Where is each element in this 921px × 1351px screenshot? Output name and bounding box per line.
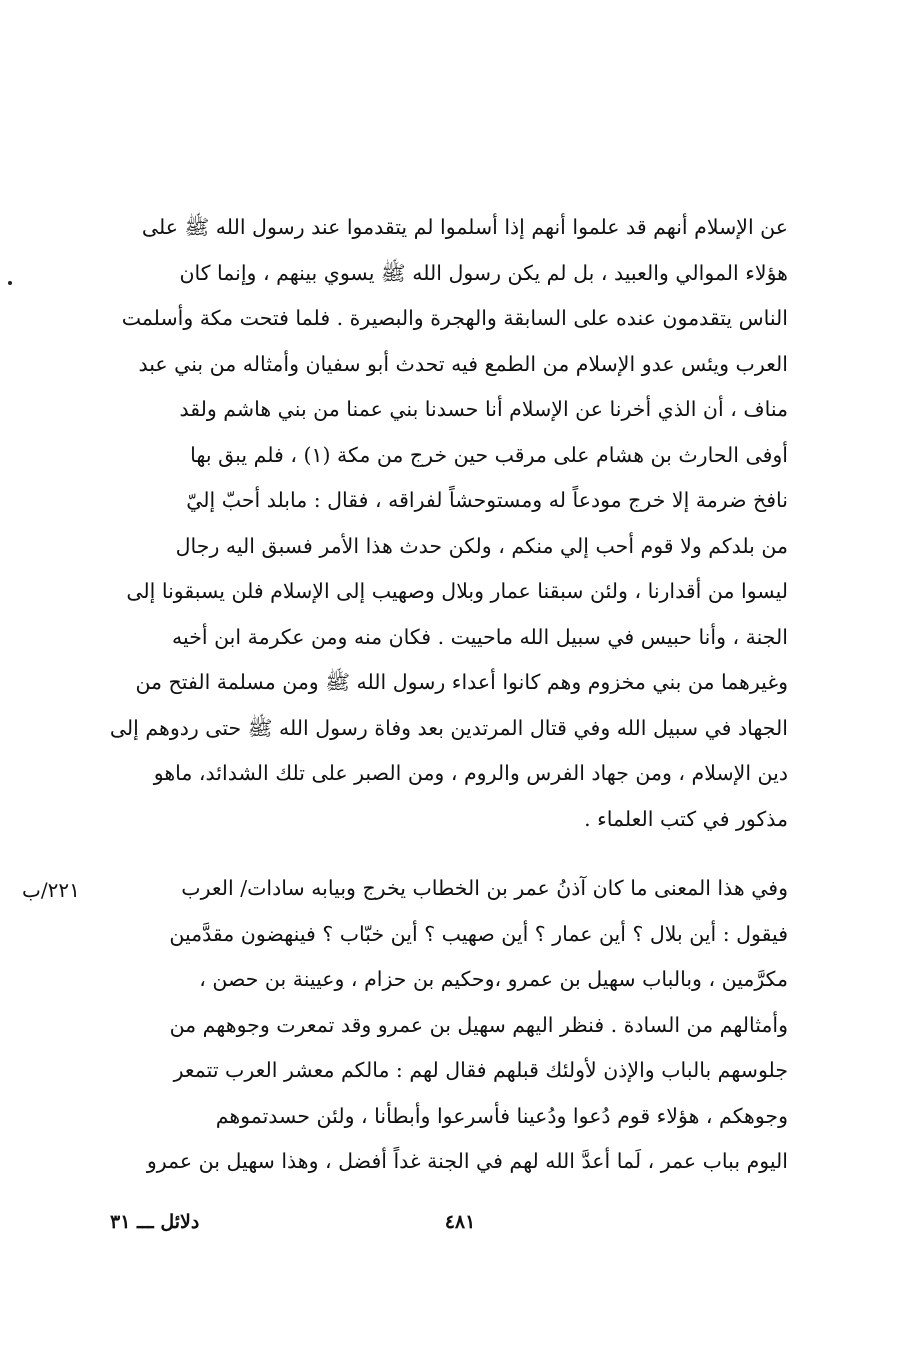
text-line: مناف ، أن الذي أخرنا عن الإسلام أنا حسدنا بني عمنا من بني هاشم ولقد — [179, 397, 788, 421]
text-paragraph-1 — [108, 205, 788, 842]
text-line: مكرَّمين ، وبالباب سهيل بن عمرو ،وحكيم بن حزام ، وعيينة بن حصن ، — [199, 967, 788, 991]
margin-folio-note: ٢٢١/ب — [22, 878, 80, 902]
text-line: أوفى الحارث بن هشام على مرقب حين خرج من مكة (١) ، فلم يبق بها — [190, 442, 788, 467]
footer-signature-title: دلائل ـــ ٣١ — [110, 1211, 200, 1233]
text-line: وأمثالهم من السادة . فنظر اليهم سهيل بن عمرو وقد تمعرت وجوههم من — [169, 1012, 788, 1037]
text-line: نافخ ضرمة إلا خرج مودعاً له ومستوحشاً لفراقه ، فقال : مابلد أحبّ إليّ — [186, 488, 788, 512]
margin-dot-mark — [8, 281, 12, 285]
text-line: ليسوا من أقدارنا ، ولئن سبقنا عمار وبلال وصهيب إلى الإسلام فلن يسبقونا إلى — [126, 579, 788, 603]
text-line: وجوهكم ، هؤلاء قوم دُعوا ودُعينا فأسرعوا وأبطأنا ، ولئن حسدتموهم — [215, 1103, 788, 1128]
text-line: دين الإسلام ، ومن جهاد الفرس والروم ، ومن الصبر على تلك الشدائد، ماهو — [153, 761, 788, 785]
text-line: عن الإسلام أنهم قد علموا أنهم إذا أسلموا لم يتقدموا عند رسول الله ﷺ على — [141, 215, 788, 239]
text-line: الناس يتقدمون عنده على السابقة والهجرة والبصيرة . فلما فتحت مكة وأسلمت — [121, 306, 788, 330]
text-line: هؤلاء الموالي والعبيد ، بل لم يكن رسول الله ﷺ يسوي بينهم ، وإنما كان — [179, 260, 788, 285]
text-paragraph-2 — [108, 866, 788, 1185]
text-line: فيقول : أين بلال ؟ أين عمار ؟ أين صهيب ؟ أين خبّاب ؟ فينهضون مقدَّمين — [169, 921, 788, 946]
text-line: العرب ويئس عدو الإسلام من الطمع فيه تحدث أبو سفيان وأمثاله من بني عبد — [138, 351, 788, 376]
text-line: وفي هذا المعنى ما كان آذنُ عمر بن الخطاب يخرج وبيابه سادات/ العرب — [181, 876, 788, 900]
text-line: الجهاد في سبيل الله وفي قتال المرتدين بعد وفاة رسول الله ﷺ حتى ردوهم إلى — [109, 715, 788, 740]
text-line: وغيرهما من بني مخزوم وهم كانوا أعداء رسول الله ﷺ ومن مسلمة الفتح من — [135, 670, 788, 694]
text-line: من بلدكم ولا قوم أحب إلي منكم ، ولكن حدث هذا الأمر فسبق اليه رجال — [175, 533, 788, 558]
text-line: جلوسهم بالباب والإذن لأولئك قبلهم فقال لهم : مالكم معشر العرب تتمعر — [173, 1058, 788, 1082]
text-line: الجنة ، وأنا حبيس في سبيل الله ماحييت . فكان منه ومن عكرمة ابن أخيه — [172, 624, 788, 649]
text-line: مذكور في كتب العلماء . — [584, 806, 788, 831]
page-number: ٤٨١ — [444, 1211, 476, 1233]
text-line: اليوم بباب عمر ، لَما أعدَّ الله لهم في الجنة غداً أفضل ، وهذا سهيل بن عمرو — [146, 1149, 788, 1173]
